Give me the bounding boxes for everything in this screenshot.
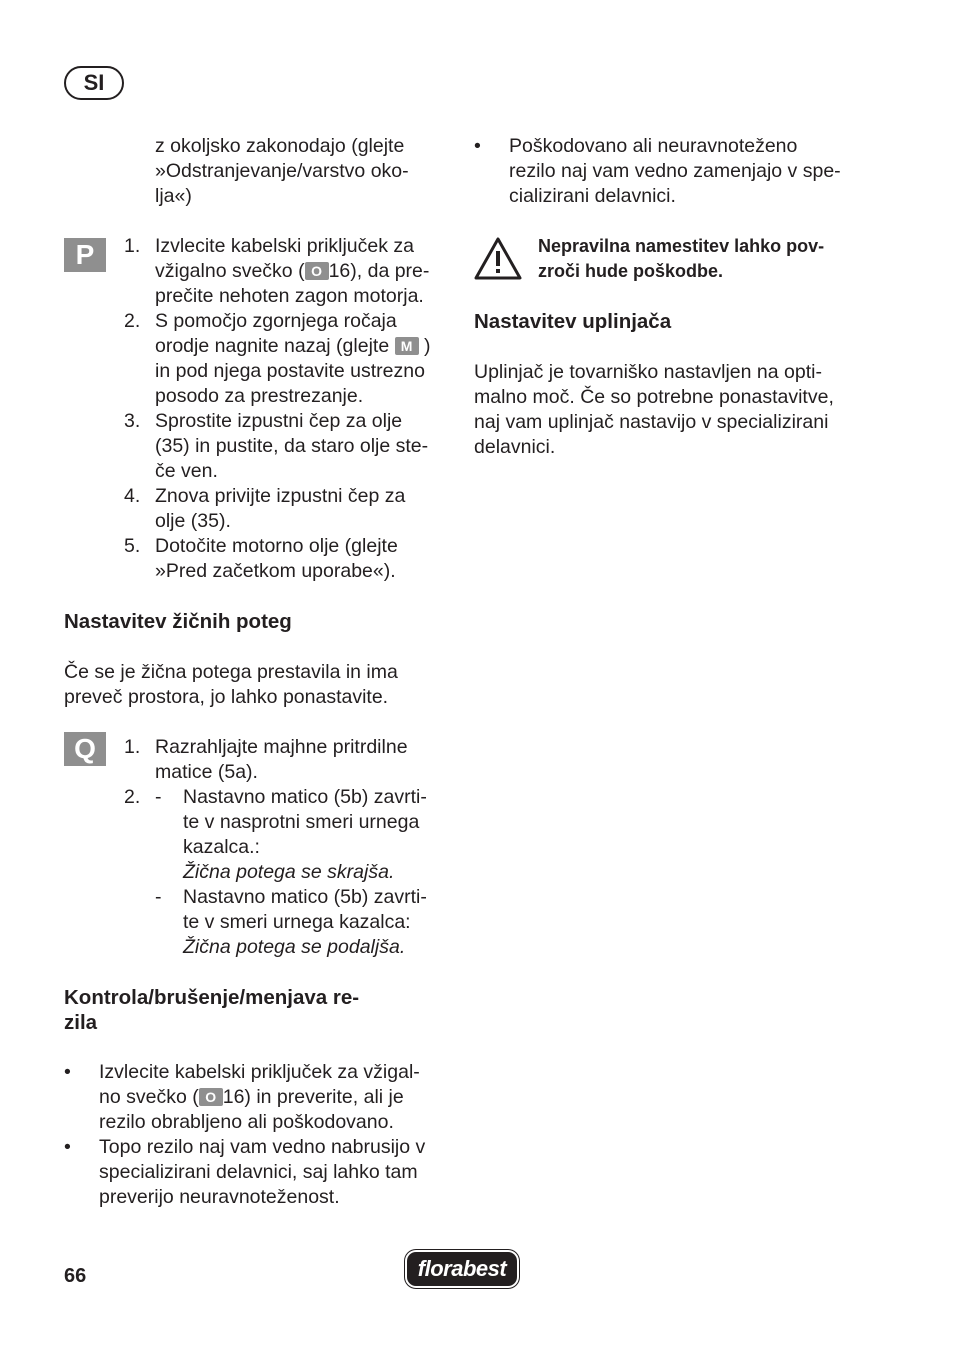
list-item: 5. Dotočite motorno olje (glejte »Pred začetkom uporabe«). <box>124 535 398 582</box>
list-item: 3. Sprostite izpustni čep za olje (35) in pustite, da staro olje ste- če ven. <box>124 410 429 482</box>
blade-bullets: • Izvlecite kabelski priključek za vžigal- no svečko ( O 16) in preverite, ali je rezilo obrabljeno ali poškodovano. • Topo rezilo naj vam vedno nabrusijo v specializirani delavnici, saj lahko tam preverijo neuravnoteženost. <box>64 1061 426 1208</box>
section-title-blade: Kontrola/brušenje/menjava re- zila <box>64 986 360 1034</box>
list-item: 1. Izvlecite kabelski priključek za vžigalno svečko ( O 16), da pre- prečite nehoten zagon motorja. <box>124 235 430 307</box>
blade-bullet-right: • Poškodovano ali neuravnoteženo rezilo naj vam vedno zamenjajo v spe- cializirani delavnici. <box>474 135 841 207</box>
step-badge-q: Q <box>64 732 106 766</box>
cable-steps: 1. Razrahljajte majhne pritrdilne matice (5a). 2. - Nastavno matico (5b) zavrti- te v nasprotni smeri urnega kazalca.: Žična potega se skrajša. - Nastavno matico (5b) zavrti- te v smeri urnega kazalca: Žična potega se podaljša. <box>124 736 427 958</box>
figure-ref-icon: O <box>199 1088 223 1106</box>
step-badge-p: P <box>64 238 106 272</box>
oil-change-steps <box>124 234 454 584</box>
section-title-carburetor: Nastavitev uplinjača <box>474 310 672 333</box>
carburetor-text: Uplinjač je tovarniško nastavljen na opti- malno moč. Če so potrebne ponastavitve, naj vam uplinjač nastavijo v specializirani delavnici. <box>474 361 834 458</box>
intro-text: z okoljsko zakonodajo (glejte »Odstranjevanje/varstvo oko- lja«) <box>155 135 409 207</box>
page-number: 66 <box>64 1265 87 1287</box>
figure-ref-icon: M <box>395 337 419 355</box>
list-item: 4. Znova privijte izpustni čep za olje (35). <box>124 485 406 532</box>
warning-icon <box>474 236 522 280</box>
warning-text: Nepravilna namestitev lahko pov- zroči hude poškodbe. <box>538 236 825 281</box>
brand-logo: florabest <box>407 1252 517 1286</box>
figure-ref-icon: O <box>305 262 329 280</box>
list-item: 2. S pomočjo zgornjega ročaja orodje nagnite nazaj (glejte M ) in pod njega postavite ustrezno posodo za prestrezanje. <box>124 310 431 407</box>
section-title-cables: Nastavitev žičnih poteg <box>64 610 292 633</box>
language-badge: SI <box>64 66 124 100</box>
cables-text: Če se je žična potega prestavila in ima preveč prostora, jo lahko ponastavite. <box>64 661 398 708</box>
